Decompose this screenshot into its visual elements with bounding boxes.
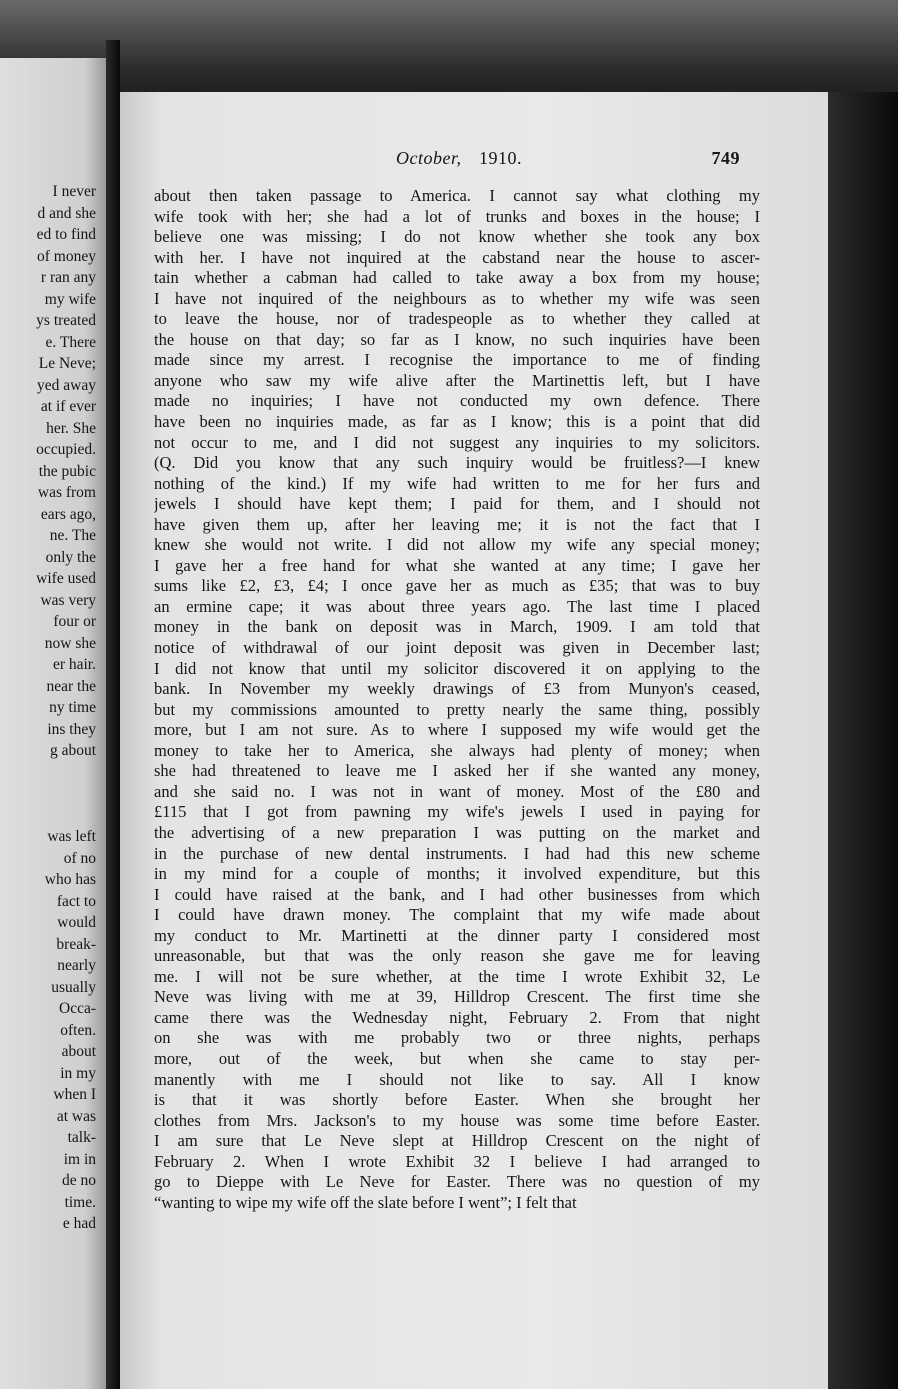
left-page-fragment: only the: [45, 548, 96, 566]
text-line: tain whether a cabman had called to take away a box from my house;: [154, 268, 760, 288]
text-line: money in the bank on deposit was in March, 1909. I am told that: [154, 617, 760, 637]
left-page-fragment: talk-: [67, 1129, 96, 1146]
left-page-fragment: break-: [56, 935, 96, 953]
text-line: February 2. When I wrote Exhibit 32 I believe I had arranged to: [154, 1151, 760, 1171]
left-page-fragment: im in: [63, 1150, 96, 1168]
left-page-fragment: e. There: [45, 333, 96, 351]
left-page-fragment: e had: [62, 1215, 96, 1232]
left-page-fragment: of no: [63, 849, 96, 867]
text-line: “wanting to wipe my wife off the slate before I went”; I felt that: [154, 1192, 577, 1212]
text-line: she had threatened to leave me I asked her if she wanted any money,: [154, 761, 760, 781]
left-page-fragment: occupied.: [36, 441, 96, 458]
text-line: £115 that I got from pawning my wife's jewels I used in paying for: [154, 802, 760, 822]
text-line: believe one was missing; I do not know whether she took any box: [154, 227, 760, 247]
text-line: made since my arrest. I recognise the importance to me of finding: [154, 350, 760, 370]
left-page-fragment: yed away: [37, 376, 96, 394]
left-page-fragment: Le Neve;: [38, 355, 96, 372]
text-line: clothes from Mrs. Jackson's to my house was some time before Easter.: [154, 1110, 760, 1130]
text-line: about then taken passage to America. I cannot say what clothing my: [154, 186, 760, 205]
text-line: have given them up, after her leaving me; it is not the fact that I: [154, 514, 760, 534]
text-line: me. I will not be sure whether, at the time I wrote Exhibit 32, Le: [154, 966, 760, 986]
left-page-fragment: when I: [53, 1086, 96, 1103]
text-line: with her. I have not inquired at the cabstand near the house to ascer-: [154, 247, 760, 267]
left-page-fragment: ins they: [47, 720, 96, 738]
text-line: I could have raised at the bank, and I had other businesses from which: [154, 884, 760, 904]
left-page-fragment: was left: [47, 828, 96, 845]
left-page-fragment: I never: [52, 183, 96, 200]
left-page-fragment: ys treated: [36, 312, 96, 329]
text-line: money to take her to America, she always had plenty of money; when: [154, 740, 760, 760]
left-page-fragment: four or: [53, 613, 96, 630]
text-line: an ermine cape; it was about three years ago. The last time I placed: [154, 596, 760, 616]
left-page-fragment: ny time: [49, 699, 96, 716]
text-line: in the purchase of new dental instruments. I had had this new scheme: [154, 843, 760, 863]
text-line: not occur to me, and I did not suggest any inquiries to my solicitors.: [154, 432, 760, 452]
text-line: made no inquiries; I have not conducted my own defence. There: [154, 391, 760, 411]
text-line: have been no inquiries made, as far as I know; this is a point that did: [154, 412, 760, 432]
left-page-fragment: who has: [44, 871, 96, 888]
text-line: I could have drawn money. The complaint that my wife made about: [154, 905, 760, 925]
left-page-fragment: was from: [37, 484, 96, 501]
left-page-fragment: now she: [44, 634, 96, 652]
left-page-fragment: de no: [61, 1172, 96, 1189]
left-page-fragment: ears ago,: [40, 505, 96, 523]
text-line: unreasonable, but that was the only reason she gave me for leaving: [154, 946, 760, 966]
left-page-fragment: r ran any: [40, 269, 96, 286]
text-line: more, out of the week, but when she came to stay per-: [154, 1048, 760, 1068]
left-page-fragment: ne. The: [49, 527, 96, 544]
left-page-fragment: her. She: [46, 419, 96, 437]
text-line: manently with me I should not like to say. All I know: [154, 1069, 760, 1089]
text-line: the advertising of a new preparation I was putting on the market and: [154, 822, 760, 842]
left-page-fragment: g about: [49, 742, 96, 759]
text-line: bank. In November my weekly drawings of £3 from Munyon's ceased,: [154, 679, 760, 699]
text-line: wife took with her; she had a lot of trunks and boxes in the house; I: [154, 206, 760, 226]
text-line: Neve was living with me at 39, Hilldrop Crescent. The first time she: [154, 987, 760, 1007]
text-line: anyone who saw my wife alive after the Martinettis left, but I have: [154, 370, 760, 390]
header-month: October,: [396, 148, 462, 168]
page-number: 749: [711, 148, 740, 168]
text-line: I have not inquired of the neighbours as to whether my wife was seen: [154, 288, 760, 308]
running-header: [396, 148, 740, 174]
text-line: my conduct to Mr. Martinetti at the dinner party I considered most: [154, 925, 760, 945]
text-line: nothing of the kind.) If my wife had written to me for her furs and: [154, 473, 760, 493]
text-line: but my commissions amounted to pretty nearly the same thing, possibly: [154, 699, 760, 719]
left-page-fragment: wife used: [36, 570, 96, 587]
left-page-fragment: er hair.: [52, 656, 96, 673]
header-year: 1910.: [479, 148, 522, 168]
left-page-fragment: at was: [56, 1107, 96, 1125]
left-page-fragment: about: [61, 1043, 96, 1060]
text-line: knew she would not write. I did not allow my wife any special money;: [154, 535, 760, 555]
text-line: in my mind for a couple of months; it involved expenditure, but this: [154, 864, 760, 884]
text-line: go to Dieppe with Le Neve for Easter. There was no question of my: [154, 1172, 760, 1192]
left-page-fragment: nearly: [57, 957, 96, 974]
left-page-fragment: near the: [46, 677, 96, 695]
body-text: [154, 186, 760, 1213]
text-line: more, but I am not sure. As to where I supposed my wife would get the: [154, 720, 760, 740]
left-page-fragment: often.: [60, 1021, 96, 1039]
text-line: I am sure that Le Neve slept at Hilldrop Crescent on the night of: [154, 1131, 760, 1151]
scan-right-border: [828, 92, 898, 1389]
left-page-fragment: Occa-: [59, 1000, 96, 1017]
text-line: notice of withdrawal of our joint deposit was given in December last;: [154, 638, 760, 658]
text-line: I gave her a free hand for what she wanted at any time; I gave her: [154, 555, 760, 575]
left-page-fragment: usually: [51, 978, 96, 996]
text-line: I did not know that until my solicitor discovered it on applying to the: [154, 658, 760, 678]
left-page-fragment: d and she: [37, 204, 96, 222]
text-line: is that it was shortly before Easter. When she brought her: [154, 1090, 760, 1110]
left-page-fragment: my wife: [44, 290, 96, 308]
text-line: to leave the house, nor of tradespeople as to whether they called at: [154, 309, 760, 329]
left-page-edge: [0, 58, 106, 1389]
text-line: and she said no. I was not in want of money. Most of the £80 and: [154, 781, 760, 801]
left-page-fragment: in my: [60, 1064, 96, 1082]
left-page-fragment: at if ever: [40, 398, 96, 415]
left-page-fragment: the pubic: [38, 462, 96, 480]
left-page-fragment: fact to: [56, 892, 96, 910]
left-page-fragment: was very: [40, 591, 96, 609]
left-page-fragment: would: [57, 914, 96, 931]
text-line: sums like £2, £3, £4; I once gave her as much as £35; that was to buy: [154, 576, 760, 596]
text-line: came there was the Wednesday night, February 2. From that night: [154, 1007, 760, 1027]
left-page-fragment: time.: [64, 1193, 96, 1211]
left-page-fragment: of money: [37, 247, 96, 265]
text-line: (Q. Did you know that any such inquiry would be fruitless?—I knew: [154, 453, 760, 473]
left-page-fragment: ed to find: [36, 226, 96, 243]
text-line: the house on that day; so far as I know, no such inquiries have been: [154, 329, 760, 349]
text-line: jewels I should have kept them; I paid for them, and I should not: [154, 494, 760, 514]
text-line: on she was with me probably two or three nights, perhaps: [154, 1028, 760, 1048]
book-gutter: [106, 40, 120, 1389]
